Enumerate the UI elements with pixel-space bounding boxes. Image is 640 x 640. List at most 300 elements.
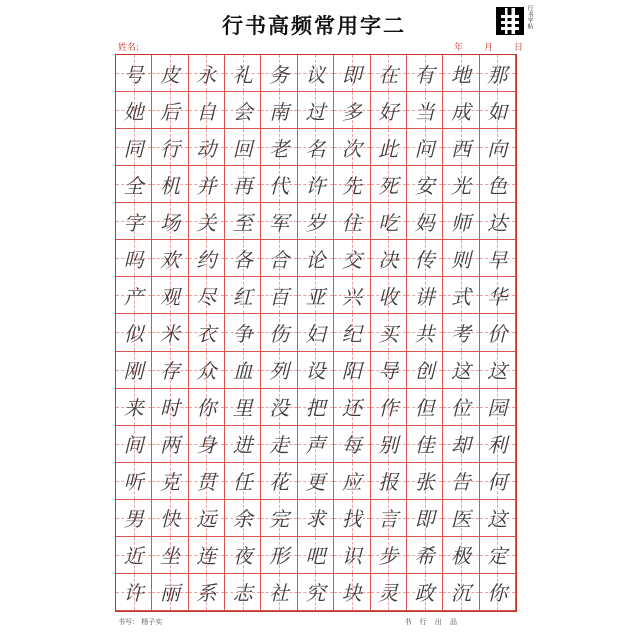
practice-character: 自 [196,99,217,124]
practice-cell [407,389,443,426]
practice-character: 作 [378,396,399,421]
practice-character: 代 [269,173,290,198]
practice-cell [116,277,152,314]
practice-character: 你 [196,396,217,421]
name-date-bar [118,40,524,53]
practice-character: 合 [269,247,290,272]
practice-character: 识 [341,544,362,569]
practice-character: 次 [341,136,362,161]
practice-character: 远 [196,507,217,532]
practice-cell [225,463,261,500]
practice-character: 求 [305,507,326,532]
practice-cell [480,55,516,92]
practice-cell [298,92,334,129]
practice-character: 皮 [160,62,181,87]
practice-character: 同 [123,136,144,161]
practice-character: 声 [305,433,326,458]
practice-character: 式 [450,284,471,309]
practice-cell [152,166,188,203]
practice-character: 南 [269,99,290,124]
practice-cell [480,426,516,463]
practice-cell [189,92,225,129]
practice-cell [261,277,297,314]
practice-cell [261,55,297,92]
practice-cell [407,277,443,314]
practice-character: 这 [487,359,508,384]
practice-character: 早 [487,247,508,272]
practice-character: 灵 [378,581,399,606]
practice-cell [261,389,297,426]
practice-character: 时 [160,396,181,421]
practice-cell [407,314,443,351]
practice-character: 后 [160,99,181,124]
practice-cell [334,240,370,277]
practice-character: 众 [196,359,217,384]
practice-cell [261,203,297,240]
practice-character: 佳 [414,433,435,458]
practice-cell [152,537,188,574]
practice-cell [480,203,516,240]
practice-cell [443,277,479,314]
practice-character: 至 [232,210,253,235]
practice-cell [261,574,297,611]
practice-character: 丽 [160,581,181,606]
practice-cell [371,352,407,389]
practice-cell [225,277,261,314]
practice-cell [116,537,152,574]
practice-character: 衣 [196,321,217,346]
practice-character: 百 [269,284,290,309]
practice-character: 约 [196,247,217,272]
practice-character: 传 [414,247,435,272]
practice-character: 身 [196,433,217,458]
practice-character: 则 [450,247,471,272]
practice-character: 走 [269,433,290,458]
practice-cell [443,574,479,611]
practice-cell [443,55,479,92]
practice-cell [116,389,152,426]
practice-character: 先 [341,173,362,198]
practice-character: 言 [378,507,399,532]
practice-character: 克 [160,470,181,495]
qr-label: 行书字帖 [526,5,533,29]
practice-character: 华 [487,284,508,309]
practice-cell [407,500,443,537]
practice-character: 吧 [305,544,326,569]
page-title: 行书高频常用字二 [222,13,406,38]
practice-character: 字 [123,210,144,235]
practice-cell [334,55,370,92]
practice-cell [407,129,443,166]
practice-character: 师 [450,210,471,235]
practice-cell [189,55,225,92]
practice-cell [189,166,225,203]
practice-cell [334,314,370,351]
practice-cell [480,277,516,314]
practice-cell [407,166,443,203]
practice-character: 即 [414,507,435,532]
practice-cell [443,352,479,389]
practice-character: 当 [414,99,435,124]
writer-credit: 书写： 杨子实 [118,618,163,626]
practice-cell [298,203,334,240]
practice-cell [371,240,407,277]
practice-character: 安 [414,173,435,198]
practice-cell [116,129,152,166]
practice-cell [334,574,370,611]
practice-cell [298,352,334,389]
practice-cell [152,92,188,129]
practice-cell [116,166,152,203]
practice-character: 并 [196,173,217,198]
practice-character: 贯 [196,470,217,495]
practice-character: 但 [414,396,435,421]
practice-character: 刚 [123,359,144,384]
practice-cell [407,352,443,389]
practice-cell [298,574,334,611]
practice-character: 关 [196,210,217,235]
practice-character: 机 [160,173,181,198]
practice-character: 沉 [450,581,471,606]
practice-character: 快 [160,507,181,532]
practice-cell [480,574,516,611]
practice-cell [261,166,297,203]
practice-character: 许 [305,173,326,198]
practice-character: 何 [487,470,508,495]
practice-cell [480,537,516,574]
practice-character: 花 [269,470,290,495]
practice-grid [115,54,517,612]
practice-cell [152,55,188,92]
practice-cell [261,240,297,277]
practice-cell [298,463,334,500]
practice-character: 似 [123,321,144,346]
practice-character: 列 [269,359,290,384]
practice-character: 血 [232,359,253,384]
practice-cell [371,463,407,500]
practice-cell [443,537,479,574]
practice-character: 纪 [341,321,362,346]
practice-cell [152,314,188,351]
practice-character: 回 [232,136,253,161]
practice-cell [407,426,443,463]
practice-character: 利 [487,433,508,458]
practice-character: 价 [487,321,508,346]
practice-cell [225,574,261,611]
month-label: 月 [484,43,494,53]
publisher-credit: 书 行 出 品 [404,618,460,626]
practice-cell [480,240,516,277]
practice-character: 存 [160,359,181,384]
practice-cell [298,166,334,203]
practice-character: 形 [269,544,290,569]
practice-cell [116,574,152,611]
practice-character: 极 [450,544,471,569]
practice-cell [371,203,407,240]
practice-character: 近 [123,544,144,569]
practice-character: 行 [160,136,181,161]
practice-cell [334,277,370,314]
practice-cell [371,314,407,351]
practice-cell [225,314,261,351]
practice-character: 志 [232,581,253,606]
practice-character: 园 [487,396,508,421]
practice-cell [407,92,443,129]
practice-character: 还 [341,396,362,421]
practice-cell [225,203,261,240]
practice-character: 各 [232,247,253,272]
practice-cell [371,574,407,611]
practice-cell [189,463,225,500]
practice-character: 夜 [232,544,253,569]
practice-cell [334,129,370,166]
practice-character: 这 [450,359,471,384]
practice-cell [152,500,188,537]
practice-cell [189,500,225,537]
practice-character: 军 [269,210,290,235]
practice-character: 余 [232,507,253,532]
practice-cell [261,426,297,463]
practice-cell [116,500,152,537]
practice-character: 定 [487,544,508,569]
practice-character: 决 [378,247,399,272]
practice-cell [152,277,188,314]
practice-character: 吃 [378,210,399,235]
practice-cell [443,129,479,166]
practice-cell [189,129,225,166]
qr-code-icon [496,7,524,35]
practice-character: 有 [414,62,435,87]
practice-character: 没 [269,396,290,421]
practice-cell [443,203,479,240]
practice-character: 创 [414,359,435,384]
practice-character: 把 [305,396,326,421]
practice-cell [407,55,443,92]
practice-character: 再 [232,173,253,198]
practice-character: 此 [378,136,399,161]
practice-character: 来 [123,396,144,421]
practice-character: 兴 [341,284,362,309]
practice-character: 进 [232,433,253,458]
practice-cell [480,500,516,537]
practice-cell [298,55,334,92]
practice-cell [334,166,370,203]
practice-cell [298,240,334,277]
practice-character: 系 [196,581,217,606]
year-label: 年 [454,43,464,53]
practice-cell [480,463,516,500]
practice-cell [407,203,443,240]
practice-cell [225,129,261,166]
name-label: 姓名: [118,43,140,53]
practice-character: 究 [305,581,326,606]
character-grid [116,55,516,611]
practice-cell [443,240,479,277]
practice-cell [189,574,225,611]
practice-cell [225,537,261,574]
practice-character: 动 [196,136,217,161]
practice-character: 告 [450,470,471,495]
practice-character: 这 [487,507,508,532]
practice-character: 连 [196,544,217,569]
practice-character: 她 [123,99,144,124]
practice-character: 找 [341,507,362,532]
practice-cell [225,426,261,463]
practice-cell [298,389,334,426]
practice-character: 色 [487,173,508,198]
practice-character: 产 [123,284,144,309]
practice-cell [371,92,407,129]
practice-cell [116,426,152,463]
practice-cell [298,277,334,314]
practice-cell [443,389,479,426]
practice-character: 好 [378,99,399,124]
practice-cell [480,314,516,351]
practice-character: 听 [123,470,144,495]
practice-cell [298,314,334,351]
practice-character: 欢 [160,247,181,272]
practice-character: 妇 [305,321,326,346]
practice-cell [261,500,297,537]
practice-character: 社 [269,581,290,606]
practice-cell [261,537,297,574]
practice-cell [225,55,261,92]
practice-character: 位 [450,396,471,421]
practice-character: 问 [414,136,435,161]
practice-character: 尽 [196,284,217,309]
practice-character: 西 [450,136,471,161]
practice-cell [480,166,516,203]
practice-character: 永 [196,62,217,87]
practice-cell [225,166,261,203]
practice-cell [371,389,407,426]
practice-cell [480,129,516,166]
practice-cell [443,92,479,129]
practice-character: 米 [160,321,181,346]
practice-cell [334,92,370,129]
practice-cell [261,129,297,166]
practice-character: 别 [378,433,399,458]
practice-character: 里 [232,396,253,421]
practice-cell [152,426,188,463]
practice-character: 会 [232,99,253,124]
practice-character: 许 [123,581,144,606]
practice-character: 议 [305,62,326,87]
practice-character: 老 [269,136,290,161]
practice-character: 考 [450,321,471,346]
practice-cell [152,129,188,166]
practice-cell [116,92,152,129]
practice-character: 住 [341,210,362,235]
practice-character: 岁 [305,210,326,235]
practice-cell [298,500,334,537]
practice-cell [443,463,479,500]
practice-character: 那 [487,62,508,87]
practice-cell [443,314,479,351]
practice-character: 红 [232,284,253,309]
practice-cell [261,314,297,351]
practice-cell [152,352,188,389]
practice-cell [480,389,516,426]
practice-cell [225,240,261,277]
practice-cell [334,352,370,389]
practice-cell [152,463,188,500]
practice-cell [189,389,225,426]
practice-character: 死 [378,173,399,198]
copybook-sheet [96,0,532,640]
practice-character: 任 [232,470,253,495]
practice-cell [225,389,261,426]
practice-character: 导 [378,359,399,384]
practice-character: 设 [305,359,326,384]
practice-character: 号 [123,62,144,87]
practice-cell [189,240,225,277]
practice-character: 在 [378,62,399,87]
practice-character: 吗 [123,247,144,272]
practice-cell [152,240,188,277]
practice-character: 成 [450,99,471,124]
practice-cell [371,129,407,166]
practice-cell [407,240,443,277]
practice-cell [371,166,407,203]
practice-cell [334,426,370,463]
practice-cell [189,352,225,389]
practice-character: 礼 [232,62,253,87]
practice-cell [225,92,261,129]
practice-character: 过 [305,99,326,124]
practice-character: 男 [123,507,144,532]
practice-cell [152,203,188,240]
practice-character: 每 [341,433,362,458]
practice-character: 全 [123,173,144,198]
practice-cell [443,500,479,537]
practice-character: 张 [414,470,435,495]
practice-character: 共 [414,321,435,346]
practice-cell [407,537,443,574]
practice-cell [261,92,297,129]
practice-character: 亚 [305,284,326,309]
practice-character: 更 [305,470,326,495]
practice-character: 场 [160,210,181,235]
practice-character: 政 [414,581,435,606]
practice-cell [116,240,152,277]
practice-character: 伤 [269,321,290,346]
practice-cell [152,389,188,426]
practice-cell [480,92,516,129]
practice-cell [225,500,261,537]
practice-character: 争 [232,321,253,346]
practice-character: 交 [341,247,362,272]
practice-cell [407,463,443,500]
practice-character: 地 [450,62,471,87]
practice-character: 间 [123,433,144,458]
practice-character: 两 [160,433,181,458]
practice-cell [334,500,370,537]
practice-cell [334,389,370,426]
practice-cell [334,463,370,500]
practice-character: 完 [269,507,290,532]
practice-character: 应 [341,470,362,495]
practice-character: 务 [269,62,290,87]
practice-cell [116,55,152,92]
practice-cell [189,277,225,314]
practice-cell [298,129,334,166]
practice-character: 如 [487,99,508,124]
day-label: 日 [514,43,524,53]
practice-cell [334,203,370,240]
practice-character: 你 [487,581,508,606]
practice-cell [189,426,225,463]
